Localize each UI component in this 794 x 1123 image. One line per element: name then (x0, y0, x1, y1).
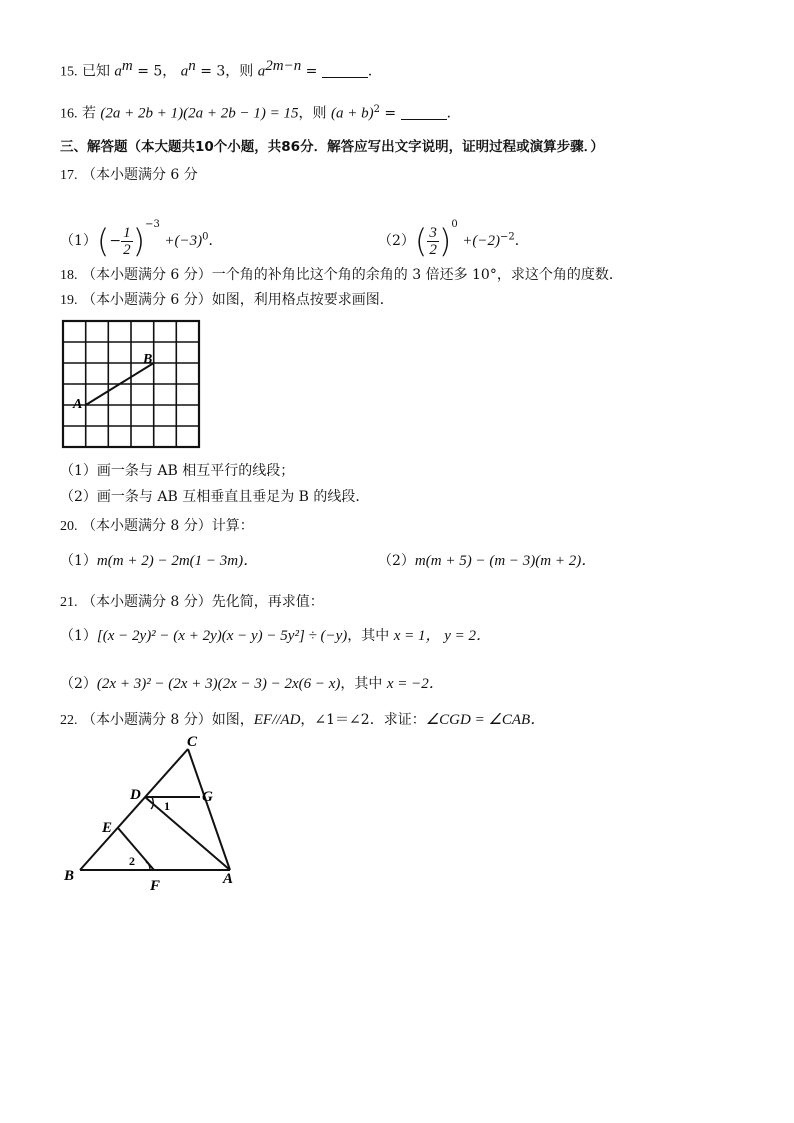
expression: +(−3) (164, 233, 203, 249)
question-19 (60, 290, 394, 311)
question-20 (60, 516, 254, 537)
exponent: 2 (373, 104, 380, 115)
exp-m: m (121, 58, 133, 74)
triangle-lines (80, 749, 230, 870)
question-16: 16. 若 (2a + 2b + 1)(2a + 2b − 1) = 15，则 $(a + b)^2$ = ． (60, 104, 461, 122)
answer-blank[interactable] (322, 63, 368, 78)
expression: m(m + 5) − (m − 3)(m + 2)． (414, 553, 597, 569)
label-c: C (187, 735, 198, 750)
question-18 (60, 265, 623, 286)
exponent: 0 (451, 219, 458, 230)
answer-blank[interactable] (401, 105, 447, 120)
label-b: B (143, 352, 153, 367)
question-15: 15. 已知 $a^m = 5$， $a^n = 3$，则 $a^{2m-n}$ = ． (60, 58, 382, 80)
grid-figure (60, 318, 202, 450)
exponent: 0 (202, 231, 209, 243)
angle-1-label: 1 (164, 799, 170, 813)
question-text: ，∠1＝∠2．求证： (300, 712, 426, 728)
question-19-sub2: （2）画一条与 AB 互相垂直且垂足为 B 的线段． (60, 489, 370, 505)
denominator: 2 (429, 241, 437, 258)
condition-text: ，其中 (347, 628, 390, 644)
label-e: E (102, 820, 113, 836)
condition-text: ，其中 (340, 676, 383, 692)
equals: = (305, 63, 318, 80)
prove-statement: ∠CGD = ∠CAB． (425, 712, 546, 728)
values: x = 1， y = 2． (393, 628, 492, 644)
score-text: （本小题满分 6 分 (81, 167, 198, 183)
minus-sign: − (109, 233, 122, 249)
question-number: 17. (60, 168, 78, 183)
part-label: （2） (378, 233, 415, 249)
period: ． (514, 233, 529, 249)
question-20-part2 (378, 551, 596, 571)
exp-n: n (188, 58, 196, 74)
part-label: （1） (60, 553, 97, 569)
label-g: G (202, 789, 213, 805)
expression: +(−2) (462, 233, 500, 249)
question-number: 15. (60, 64, 78, 80)
values: x = −2． (386, 676, 444, 692)
given-expression: (2a + 2b + 1)(2a + 2b − 1) = 15 (100, 105, 299, 122)
question-text: ，则 (298, 105, 327, 122)
label-f: F (150, 878, 161, 894)
question-17-header (60, 165, 198, 186)
label-a: A (73, 397, 83, 412)
part-label: （1） (60, 628, 97, 644)
part-label: （2） (378, 553, 415, 569)
var-a: a (180, 63, 189, 80)
var-a: a (114, 63, 122, 80)
question-number: 21. (60, 595, 78, 610)
fraction (427, 225, 439, 258)
question-text: （本小题满分 8 分）如图， (81, 712, 254, 728)
given-condition: EF//AD (253, 712, 301, 728)
question-21-part2 (60, 674, 444, 694)
var-a: a (257, 63, 266, 80)
exp-2m-n: 2m−n (265, 58, 302, 74)
question-17-part2: （2）( $\frac{3}{2}$ )$^0 +(-2)^{-2}$． (378, 219, 529, 260)
question-text: （本小题满分 6 分）一个角的补角比这个角的余角的 3 倍还多 10°，求这个角的度数． (81, 267, 623, 283)
fraction (121, 225, 133, 258)
equals: = (384, 105, 397, 122)
question-20-part1 (60, 551, 258, 571)
part-label: （1） (60, 233, 97, 249)
label-a: A (223, 871, 234, 887)
question-text: （本小题满分 8 分）计算： (81, 518, 254, 534)
question-number: 16. (60, 106, 78, 122)
question-text: 已知 (81, 63, 110, 80)
question-21 (60, 592, 324, 613)
expression: (2x + 3)² − (2x + 3)(2x − 3) − 2x(6 − x) (96, 676, 341, 692)
numerator: 3 (429, 224, 437, 241)
question-text: 若 (81, 105, 96, 122)
grid-lines (63, 321, 199, 447)
triangle-figure (60, 735, 250, 895)
period: ． (208, 233, 223, 249)
part-label: （2） (60, 676, 97, 692)
question-number: 18. (60, 268, 78, 283)
exponent: −2 (499, 231, 515, 243)
label-d: D (130, 787, 141, 803)
eq3-text: = 3，则 (200, 63, 254, 80)
label-b: B (64, 868, 75, 884)
question-19-sub1: （1）画一条与 AB 相互平行的线段； (60, 463, 295, 479)
expression: m(m + 2) − 2m(1 − 3m)． (96, 553, 259, 569)
denominator: 2 (123, 241, 131, 258)
exponent: −3 (145, 219, 160, 230)
numerator: 1 (123, 224, 131, 241)
section-heading: 三、解答题（本大题共10个小题，共86分．解答应写出文字说明，证明过程或演算步骤．） (60, 139, 604, 155)
question-21-part1 (60, 626, 491, 646)
question-22 (60, 710, 545, 731)
question-text: （本小题满分 8 分）先化简，再求值： (81, 594, 324, 610)
question-number: 20. (60, 519, 78, 534)
angle-2-label: 2 (129, 854, 135, 868)
question-number: 22. (60, 713, 78, 728)
question-number: 19. (60, 293, 78, 308)
question-text: （本小题满分 6 分）如图，利用格点按要求画图． (81, 292, 394, 308)
expression: [(x − 2y)² − (x + 2y)(x − y) − 5y²] ÷ (−y) (96, 628, 348, 644)
question-17-part1: （1）(− $\frac{1}{2}$ )$^{-3} +(-3)^0$． (60, 219, 223, 260)
target-expression: (a + b) (330, 105, 374, 122)
eq5-text: = 5， (137, 63, 177, 80)
